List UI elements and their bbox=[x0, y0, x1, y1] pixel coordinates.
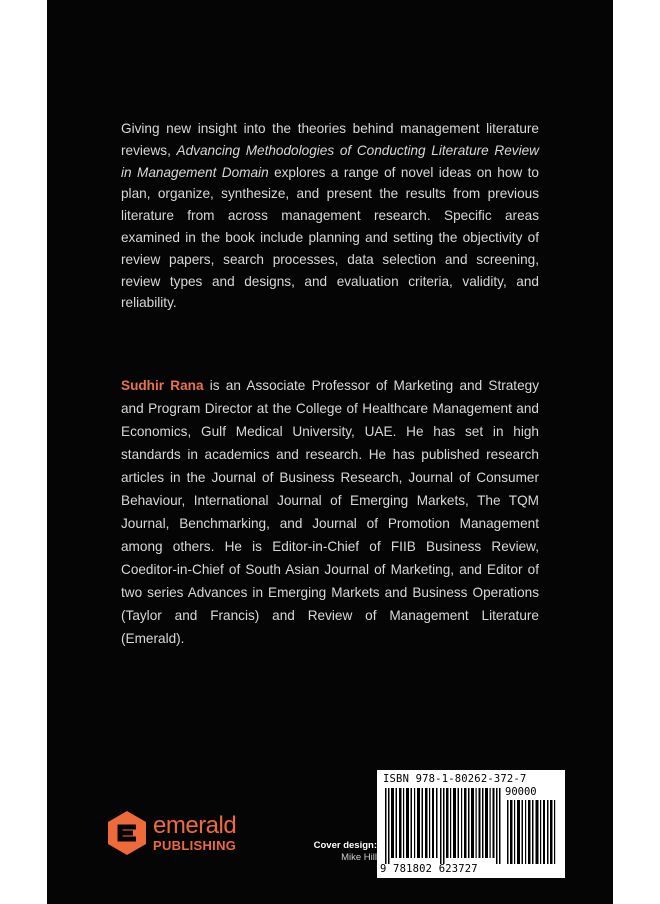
author-name: Sudhir Rana bbox=[121, 378, 204, 393]
book-title: Advancing Methodologies of Conducting Literature Review in Management Domain bbox=[121, 142, 539, 180]
barcode-digits: 9 781802 623727 bbox=[380, 863, 478, 875]
book-back-cover bbox=[47, 0, 613, 904]
blurb-intro: Giving new insight into the theories behind management literature reviews, bbox=[121, 121, 539, 158]
isbn-text: ISBN 978-1-80262-372-7 bbox=[383, 773, 527, 785]
publisher-name: emerald bbox=[153, 812, 237, 839]
emerald-logo-icon bbox=[107, 810, 147, 856]
author-bio bbox=[121, 374, 539, 650]
publisher-subname: PUBLISHING bbox=[153, 838, 237, 853]
author-bio-text: is an Associate Professor of Marketing and Strategy and Program Director at the College of Healthcare Management and Economics, Gulf Medical University, UAE. He has set in high standards in academics and research. He has published research articles in the Journal of Business Research, Journal of Consumer Behaviour, International Journal of Emerging Markets, The TQM Journal, Benchmarking, and Journal of Promotion Management among others. He is Editor-in-Chief of FIIB Business Review, Coeditor-in-Chief of South Asian Journal of Marketing, and Editor of two series Advances in Emerging Markets and Business Operations (Taylor and Francis) and Review of Management Literature (Emerald). bbox=[121, 378, 540, 646]
publisher-logo bbox=[107, 810, 257, 860]
cover-designer-name: Mike Hill bbox=[341, 852, 377, 863]
cover-credit bbox=[277, 840, 377, 863]
cover-design-label: Cover design: bbox=[313, 840, 377, 851]
barcode-icon bbox=[385, 788, 501, 864]
price-code: 90000 bbox=[505, 786, 537, 798]
addon-barcode-icon bbox=[507, 800, 557, 864]
book-blurb bbox=[121, 118, 539, 314]
blurb-body: explores a range of novel ideas on how to plan, organize, synthesize, and present the results from previous literature from across management research. Specific areas examined in the book include planning and setting the objectivity of review papers, search processes, data selection and screening, review types and designs, and evaluation criteria, validity, and reliability. bbox=[121, 164, 539, 311]
isbn-barcode bbox=[377, 770, 565, 878]
